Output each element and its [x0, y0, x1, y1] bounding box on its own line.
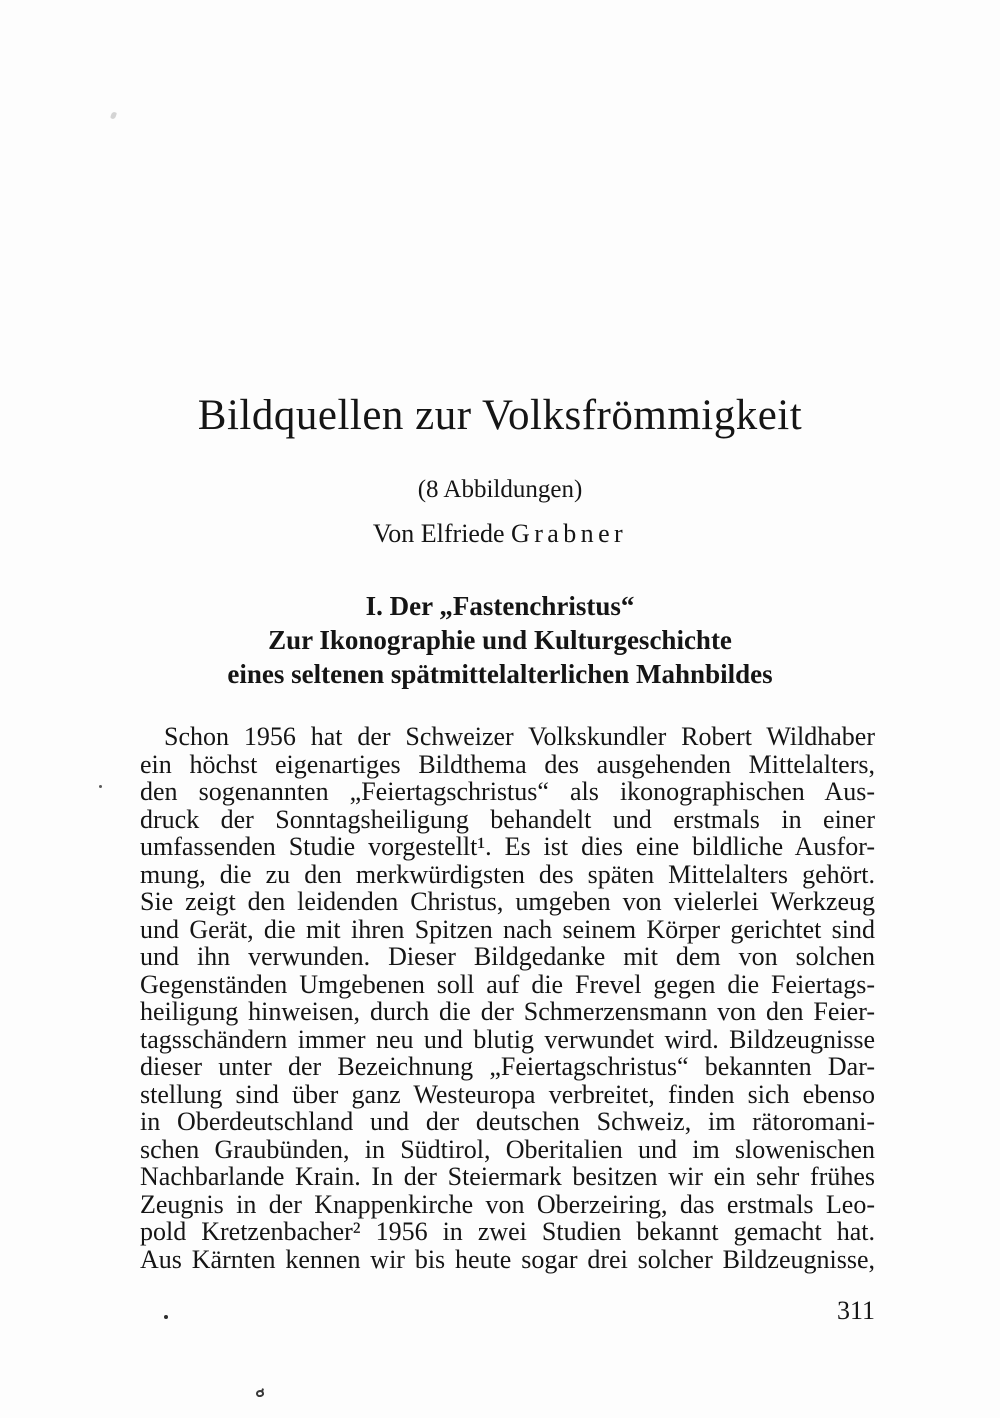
- article-title: Bildquellen zur Volksfrömmigkeit: [197, 392, 803, 439]
- scan-speck: [110, 111, 117, 119]
- author-name: Grabner: [511, 519, 628, 548]
- section-heading-line3: eines seltenen spätmittelalterlichen Mahnbildes: [227, 659, 773, 689]
- body-line: Gegenständen Umgebenen soll auf die Frevel gegen die Feiertags-: [140, 969, 875, 999]
- body-line: und ihn verwunden. Dieser Bildgedanke mit dem von solchen: [140, 942, 875, 971]
- body-line: Sie zeigt den leidenden Christus, umgeben von vielerlei Werkzeug: [140, 887, 875, 916]
- body-line: und Gerät, die mit ihren Spitzen nach seinem Körper gerichtet sind: [140, 914, 875, 944]
- body-line: Schon 1956 hat der Schweizer Volkskundler Robert Wildhaber: [164, 722, 875, 751]
- figure-count-note: (8 Abbildungen): [417, 476, 583, 503]
- body-line: druck der Sonntagsheiligung behandelt und erstmals in einer: [140, 804, 875, 834]
- body-line: pold Kretzenbacher² 1956 in zwei Studien bekannt gemacht hat.: [140, 1217, 875, 1246]
- page-number: 311: [836, 1296, 875, 1325]
- body-line: tagsschändern immer neu und blutig verwundet wird. Bildzeugnisse: [140, 1024, 875, 1054]
- scan-speck: [99, 785, 102, 788]
- body-line: mung, die zu den merkwürdigsten des späten Mittelalters gehört.: [140, 859, 875, 889]
- body-line: umfassenden Studie vorgestellt¹. Es ist dies eine bildliche Ausfor-: [140, 832, 875, 861]
- body-line: dieser unter der Bezeichnung „Feiertagschristus“ bekannten Dar-: [140, 1052, 875, 1081]
- body-line: stellung sind über ganz Westeuropa verbreitet, finden sich ebenso: [140, 1079, 875, 1109]
- body-text: [140, 723, 875, 1273]
- section-heading-line1: I. Der „Fastenchristus“: [365, 591, 635, 621]
- body-line: ein höchst eigenartiges Bildthema des ausgehenden Mittelalters,: [140, 749, 875, 779]
- byline-prefix: Von Elfriede: [372, 519, 505, 548]
- body-line: den sogenannten „Feiertagschristus“ als ikonographischen Aus-: [140, 777, 875, 806]
- body-line: heiligung hinweisen, durch die der Schmerzensmann von den Feier-: [140, 997, 875, 1026]
- section-heading: [0, 589, 1000, 691]
- body-line: in Oberdeutschland und der deutschen Schweiz, im rätoromani-: [140, 1107, 875, 1136]
- section-heading-line2: Zur Ikonographie und Kulturgeschichte: [268, 625, 732, 655]
- byline: [0, 519, 1000, 548]
- body-line: schen Graubünden, in Südtirol, Oberitalien und im slowenischen: [140, 1134, 875, 1164]
- body-line: Aus Kärnten kennen wir bis heute sogar drei solcher Bildzeugnisse,: [140, 1244, 875, 1274]
- scan-squiggle-artifact: [255, 1389, 264, 1398]
- body-line: Zeugnis in der Knappenkirche von Oberzeiring, das erstmals Leo-: [140, 1189, 875, 1219]
- body-line: Nachbarlande Krain. In der Steiermark besitzen wir ein sehr frühes: [140, 1162, 875, 1191]
